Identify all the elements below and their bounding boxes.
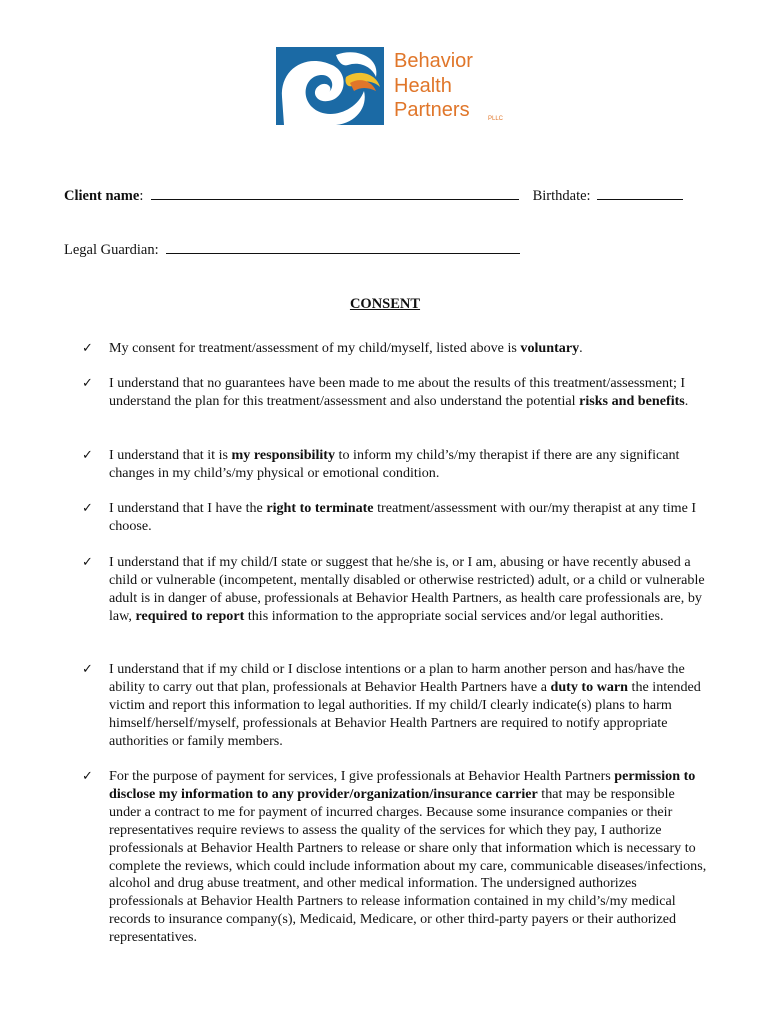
logo-wordmark (394, 49, 473, 123)
item-emphasis: right to terminate (266, 500, 374, 516)
client-info-row (64, 188, 683, 205)
item-text-end: that may be responsible under a contract to me for payment of incurred charges. Because some insurance companies or their representatives require reviews to assess the quality of the services for which they pay, I authorize professionals at Behavior Health Partners to release or share only that information which is necessary to complete the reviews, which could include information about my care, communicable diseases/infections, alcohol and drug abuse treatment, and other medical information. The undersigned authorizes professionals at Behavior Health Partners to release information contained in my child’s/my medical records to insurance company(s), Medicaid, Medicare, or other third-party payers or their authorized representatives. (109, 785, 707, 946)
checkmark-icon: ✓ (82, 555, 93, 570)
item-text: I understand that it is (109, 447, 232, 463)
legal-guardian-field[interactable] (166, 242, 520, 254)
checkmark-icon: ✓ (82, 448, 93, 463)
behavior-health-partners-logo (276, 47, 506, 129)
birthdate-field[interactable] (597, 188, 683, 200)
item-emphasis: voluntary (520, 340, 580, 356)
item-text-end: to inform my child’s/my therapist if there are any significant changes in my child’s/my physical or emotional condition. (109, 447, 680, 481)
item-text-end: treatment/assessment with our/my therapist at any time I choose. (109, 500, 697, 534)
item-emphasis: permission to disclose my information to any provider/organization/insurance carrier (109, 768, 696, 802)
item-text: I understand that if my child/I state or suggest that he/she is, or I am, abusing or have recently abused a child or vulnerable (incompetent, mentally disabled or otherwise restricted) adult, or a child or vulnerable adult is in danger of abuse, professionals at Behavior Health Partners, as health care professionals are, by law, (109, 554, 705, 624)
birthdate-label: Birthdate: (532, 188, 591, 204)
item-text-end: . (579, 340, 583, 356)
item-text-end: . (684, 392, 689, 409)
item-emphasis: duty to warn (550, 678, 629, 695)
checkmark-icon: ✓ (82, 341, 93, 356)
item-text-end: this information to the appropriate social services and/or legal authorities. (244, 607, 664, 624)
item-text: I understand that no guarantees have been made to me about the results of this treatment/assessment; I understand the plan for this treatment/assessment and also understand the potential (109, 375, 686, 409)
item-emphasis: required to report (135, 607, 245, 624)
client-name-colon: : (139, 188, 144, 204)
item-text-end: the intended victim and report this information to legal authorities. If my child/I clearly indicate(s) plans to harm himself/herself/myself, professionals at Behavior Health Partners are required to notify appropriate authorities or family members. (109, 678, 701, 749)
item-text: My consent for treatment/assessment of my child/myself, listed above is (109, 340, 521, 356)
client-name-field[interactable] (151, 188, 519, 200)
logo-word-partners: Partners (394, 99, 470, 121)
item-text: I understand that I have the (109, 500, 267, 516)
checkmark-icon: ✓ (82, 376, 93, 391)
item-text: For the purpose of payment for services, I give professionals at Behavior Health Partners (109, 768, 615, 784)
logo-wave-icon (276, 47, 388, 127)
legal-guardian-label: Legal Guardian: (64, 242, 159, 258)
logo-suffix: PLLC (488, 116, 504, 122)
item-text: I understand that if my child or I disclose intentions or a plan to harm another person and has/have the ability to carry out that plan, professionals at Behavior Health Partners have a (109, 661, 685, 695)
guardian-row (64, 242, 520, 259)
item-emphasis: my responsibility (231, 447, 336, 463)
item-emphasis: risks and benefits (579, 392, 685, 409)
client-name-label: Client name (64, 188, 140, 204)
consent-heading: CONSENT (349, 296, 421, 312)
checkmark-icon: ✓ (82, 662, 93, 677)
checkmark-icon: ✓ (82, 769, 93, 784)
logo-word-health: Health (394, 74, 452, 97)
logo-word-behavior: Behavior (394, 50, 473, 72)
checkmark-icon: ✓ (82, 501, 93, 516)
